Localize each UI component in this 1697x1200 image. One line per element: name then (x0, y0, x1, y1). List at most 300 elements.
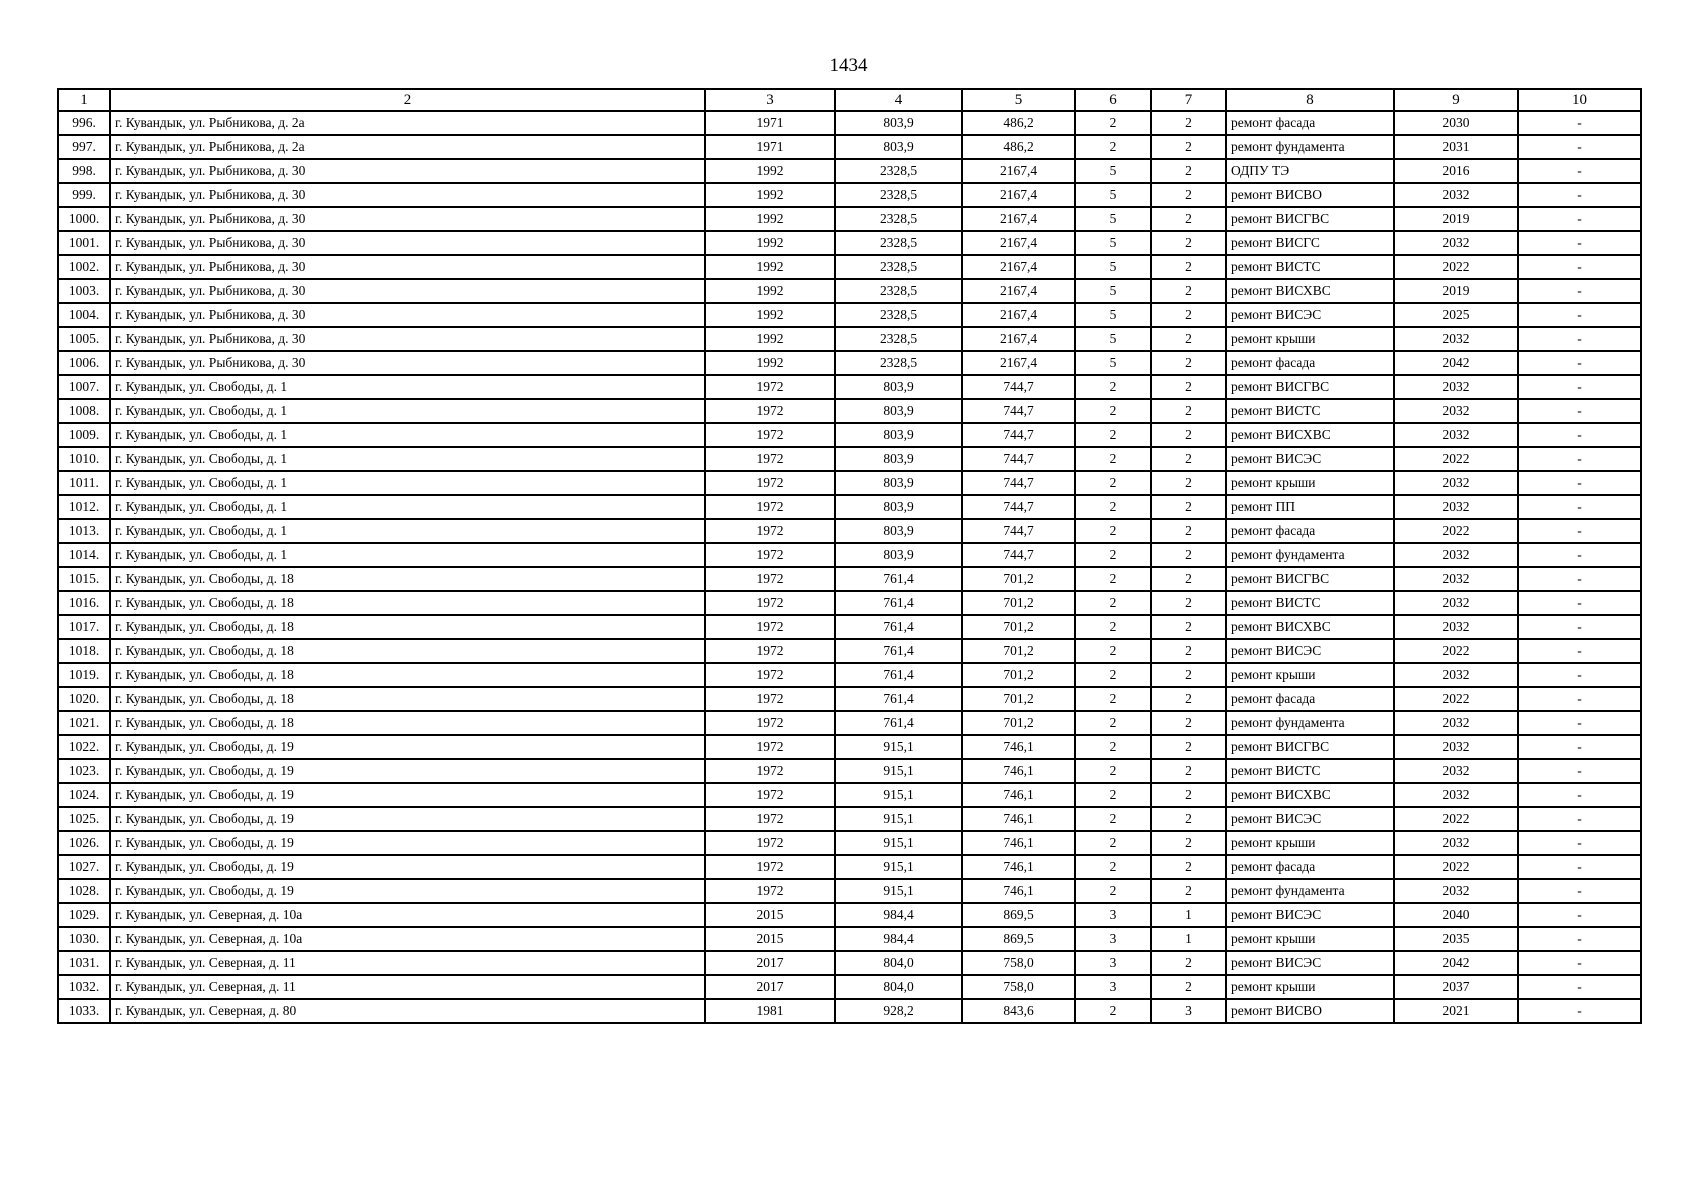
row-number-cell: 1028. (58, 879, 110, 903)
floors-cell: 2 (1075, 807, 1151, 831)
living-area-cell: 2167,4 (962, 351, 1075, 375)
construction-year-cell: 1972 (705, 687, 835, 711)
entrances-cell: 2 (1151, 783, 1226, 807)
table-row (58, 927, 1641, 951)
total-area-cell: 2328,5 (835, 279, 962, 303)
entrances-cell: 2 (1151, 111, 1226, 135)
living-area-cell: 744,7 (962, 375, 1075, 399)
living-area-cell: 2167,4 (962, 231, 1075, 255)
total-area-cell: 915,1 (835, 759, 962, 783)
row-number-cell: 1012. (58, 495, 110, 519)
floors-cell: 3 (1075, 975, 1151, 999)
entrances-cell: 3 (1151, 999, 1226, 1023)
table-row (58, 639, 1641, 663)
living-area-cell: 744,7 (962, 399, 1075, 423)
entrances-cell: 2 (1151, 447, 1226, 471)
living-area-cell: 744,7 (962, 423, 1075, 447)
construction-year-cell: 1981 (705, 999, 835, 1023)
address-cell: г. Кувандык, ул. Рыбникова, д. 30 (110, 327, 705, 351)
floors-cell: 2 (1075, 831, 1151, 855)
note-cell: - (1518, 519, 1641, 543)
planned-year-cell: 2022 (1394, 639, 1518, 663)
note-cell: - (1518, 159, 1641, 183)
entrances-cell: 2 (1151, 375, 1226, 399)
entrances-cell: 2 (1151, 327, 1226, 351)
note-cell: - (1518, 975, 1641, 999)
row-number-cell: 996. (58, 111, 110, 135)
floors-cell: 2 (1075, 663, 1151, 687)
total-area-cell: 803,9 (835, 399, 962, 423)
living-area-cell: 746,1 (962, 831, 1075, 855)
construction-year-cell: 1972 (705, 423, 835, 447)
address-cell: г. Кувандык, ул. Рыбникова, д. 30 (110, 231, 705, 255)
entrances-cell: 2 (1151, 663, 1226, 687)
row-number-cell: 997. (58, 135, 110, 159)
address-cell: г. Кувандык, ул. Северная, д. 10а (110, 927, 705, 951)
address-cell: г. Кувандык, ул. Свободы, д. 19 (110, 783, 705, 807)
row-number-cell: 1001. (58, 231, 110, 255)
row-number-cell: 1018. (58, 639, 110, 663)
work-type-cell: ремонт крыши (1226, 471, 1394, 495)
row-number-cell: 1011. (58, 471, 110, 495)
address-cell: г. Кувандык, ул. Свободы, д. 1 (110, 519, 705, 543)
construction-year-cell: 1972 (705, 543, 835, 567)
construction-year-cell: 2017 (705, 975, 835, 999)
total-area-cell: 803,9 (835, 495, 962, 519)
row-number-cell: 1032. (58, 975, 110, 999)
work-type-cell: ремонт ВИСХВС (1226, 783, 1394, 807)
construction-year-cell: 1972 (705, 471, 835, 495)
entrances-cell: 2 (1151, 639, 1226, 663)
table-row (58, 879, 1641, 903)
living-area-cell: 744,7 (962, 495, 1075, 519)
address-cell: г. Кувандык, ул. Свободы, д. 1 (110, 543, 705, 567)
living-area-cell: 746,1 (962, 759, 1075, 783)
row-number-cell: 1006. (58, 351, 110, 375)
address-cell: г. Кувандык, ул. Рыбникова, д. 30 (110, 303, 705, 327)
address-cell: г. Кувандык, ул. Свободы, д. 1 (110, 471, 705, 495)
row-number-cell: 1008. (58, 399, 110, 423)
work-type-cell: ремонт ВИСВО (1226, 183, 1394, 207)
entrances-cell: 2 (1151, 423, 1226, 447)
living-area-cell: 758,0 (962, 951, 1075, 975)
column-header-5: 5 (962, 89, 1075, 111)
row-number-cell: 1003. (58, 279, 110, 303)
entrances-cell: 2 (1151, 495, 1226, 519)
construction-year-cell: 1992 (705, 207, 835, 231)
row-number-cell: 1021. (58, 711, 110, 735)
total-area-cell: 803,9 (835, 375, 962, 399)
total-area-cell: 803,9 (835, 447, 962, 471)
column-header-6: 6 (1075, 89, 1151, 111)
total-area-cell: 2328,5 (835, 231, 962, 255)
work-type-cell: ремонт крыши (1226, 975, 1394, 999)
note-cell: - (1518, 951, 1641, 975)
address-cell: г. Кувандык, ул. Свободы, д. 18 (110, 639, 705, 663)
work-type-cell: ремонт фасада (1226, 855, 1394, 879)
entrances-cell: 2 (1151, 183, 1226, 207)
row-number-cell: 1027. (58, 855, 110, 879)
planned-year-cell: 2022 (1394, 855, 1518, 879)
total-area-cell: 803,9 (835, 111, 962, 135)
table-row (58, 519, 1641, 543)
table-row (58, 351, 1641, 375)
floors-cell: 5 (1075, 183, 1151, 207)
entrances-cell: 2 (1151, 735, 1226, 759)
floors-cell: 2 (1075, 111, 1151, 135)
table-body (58, 111, 1641, 1023)
address-cell: г. Кувандык, ул. Свободы, д. 19 (110, 879, 705, 903)
living-area-cell: 486,2 (962, 135, 1075, 159)
total-area-cell: 761,4 (835, 711, 962, 735)
row-number-cell: 1005. (58, 327, 110, 351)
row-number-cell: 998. (58, 159, 110, 183)
entrances-cell: 2 (1151, 159, 1226, 183)
work-type-cell: ремонт ВИСЭС (1226, 807, 1394, 831)
address-cell: г. Кувандык, ул. Рыбникова, д. 30 (110, 255, 705, 279)
note-cell: - (1518, 135, 1641, 159)
note-cell: - (1518, 111, 1641, 135)
address-cell: г. Кувандык, ул. Северная, д. 11 (110, 975, 705, 999)
note-cell: - (1518, 663, 1641, 687)
planned-year-cell: 2037 (1394, 975, 1518, 999)
total-area-cell: 2328,5 (835, 255, 962, 279)
row-number-cell: 1002. (58, 255, 110, 279)
total-area-cell: 761,4 (835, 663, 962, 687)
address-cell: г. Кувандык, ул. Свободы, д. 18 (110, 711, 705, 735)
living-area-cell: 701,2 (962, 591, 1075, 615)
living-area-cell: 701,2 (962, 687, 1075, 711)
planned-year-cell: 2032 (1394, 543, 1518, 567)
note-cell: - (1518, 783, 1641, 807)
work-type-cell: ремонт ВИСТС (1226, 255, 1394, 279)
floors-cell: 2 (1075, 735, 1151, 759)
construction-year-cell: 1992 (705, 159, 835, 183)
planned-year-cell: 2021 (1394, 999, 1518, 1023)
work-type-cell: ремонт ВИСТС (1226, 399, 1394, 423)
work-type-cell: ремонт фундамента (1226, 879, 1394, 903)
floors-cell: 2 (1075, 783, 1151, 807)
table-row (58, 207, 1641, 231)
address-cell: г. Кувандык, ул. Рыбникова, д. 30 (110, 207, 705, 231)
planned-year-cell: 2032 (1394, 879, 1518, 903)
planned-year-cell: 2022 (1394, 447, 1518, 471)
row-number-cell: 1030. (58, 927, 110, 951)
planned-year-cell: 2032 (1394, 567, 1518, 591)
construction-year-cell: 1972 (705, 855, 835, 879)
note-cell: - (1518, 711, 1641, 735)
entrances-cell: 2 (1151, 399, 1226, 423)
entrances-cell: 2 (1151, 879, 1226, 903)
table-row (58, 855, 1641, 879)
column-header-8: 8 (1226, 89, 1394, 111)
entrances-cell: 2 (1151, 855, 1226, 879)
construction-year-cell: 1972 (705, 639, 835, 663)
living-area-cell: 2167,4 (962, 303, 1075, 327)
planned-year-cell: 2032 (1394, 615, 1518, 639)
table-row (58, 951, 1641, 975)
total-area-cell: 2328,5 (835, 327, 962, 351)
construction-year-cell: 1972 (705, 759, 835, 783)
note-cell: - (1518, 351, 1641, 375)
note-cell: - (1518, 447, 1641, 471)
living-area-cell: 2167,4 (962, 255, 1075, 279)
table-row (58, 495, 1641, 519)
total-area-cell: 803,9 (835, 135, 962, 159)
work-type-cell: ОДПУ ТЭ (1226, 159, 1394, 183)
note-cell: - (1518, 279, 1641, 303)
row-number-cell: 1022. (58, 735, 110, 759)
floors-cell: 2 (1075, 615, 1151, 639)
header-row (58, 89, 1641, 111)
row-number-cell: 1017. (58, 615, 110, 639)
living-area-cell: 869,5 (962, 903, 1075, 927)
address-cell: г. Кувандык, ул. Рыбникова, д. 2а (110, 111, 705, 135)
floors-cell: 2 (1075, 519, 1151, 543)
total-area-cell: 2328,5 (835, 207, 962, 231)
total-area-cell: 804,0 (835, 975, 962, 999)
total-area-cell: 915,1 (835, 783, 962, 807)
table-row (58, 783, 1641, 807)
note-cell: - (1518, 231, 1641, 255)
floors-cell: 5 (1075, 351, 1151, 375)
floors-cell: 2 (1075, 591, 1151, 615)
note-cell: - (1518, 807, 1641, 831)
entrances-cell: 2 (1151, 255, 1226, 279)
work-type-cell: ремонт крыши (1226, 927, 1394, 951)
entrances-cell: 2 (1151, 207, 1226, 231)
total-area-cell: 915,1 (835, 807, 962, 831)
entrances-cell: 2 (1151, 615, 1226, 639)
work-type-cell: ремонт ВИСХВС (1226, 615, 1394, 639)
living-area-cell: 2167,4 (962, 183, 1075, 207)
address-cell: г. Кувандык, ул. Рыбникова, д. 30 (110, 159, 705, 183)
column-header-2: 2 (110, 89, 705, 111)
planned-year-cell: 2032 (1394, 231, 1518, 255)
work-type-cell: ремонт фундамента (1226, 543, 1394, 567)
note-cell: - (1518, 687, 1641, 711)
floors-cell: 2 (1075, 879, 1151, 903)
housing-repair-table (57, 88, 1642, 1024)
living-area-cell: 746,1 (962, 735, 1075, 759)
table-row (58, 999, 1641, 1023)
column-header-3: 3 (705, 89, 835, 111)
living-area-cell: 746,1 (962, 807, 1075, 831)
floors-cell: 3 (1075, 927, 1151, 951)
construction-year-cell: 1972 (705, 519, 835, 543)
work-type-cell: ремонт крыши (1226, 831, 1394, 855)
total-area-cell: 761,4 (835, 639, 962, 663)
work-type-cell: ремонт крыши (1226, 327, 1394, 351)
work-type-cell: ремонт ВИСВО (1226, 999, 1394, 1023)
planned-year-cell: 2035 (1394, 927, 1518, 951)
planned-year-cell: 2032 (1394, 783, 1518, 807)
living-area-cell: 486,2 (962, 111, 1075, 135)
address-cell: г. Кувандык, ул. Свободы, д. 19 (110, 807, 705, 831)
row-number-cell: 1024. (58, 783, 110, 807)
note-cell: - (1518, 543, 1641, 567)
row-number-cell: 1009. (58, 423, 110, 447)
floors-cell: 5 (1075, 159, 1151, 183)
floors-cell: 2 (1075, 447, 1151, 471)
entrances-cell: 1 (1151, 927, 1226, 951)
living-area-cell: 2167,4 (962, 159, 1075, 183)
table-row (58, 663, 1641, 687)
row-number-cell: 1016. (58, 591, 110, 615)
address-cell: г. Кувандык, ул. Северная, д. 10а (110, 903, 705, 927)
note-cell: - (1518, 255, 1641, 279)
address-cell: г. Кувандык, ул. Свободы, д. 19 (110, 735, 705, 759)
entrances-cell: 2 (1151, 519, 1226, 543)
address-cell: г. Кувандык, ул. Свободы, д. 19 (110, 831, 705, 855)
construction-year-cell: 1972 (705, 735, 835, 759)
note-cell: - (1518, 855, 1641, 879)
note-cell: - (1518, 399, 1641, 423)
living-area-cell: 2167,4 (962, 207, 1075, 231)
living-area-cell: 744,7 (962, 471, 1075, 495)
work-type-cell: ремонт фундамента (1226, 135, 1394, 159)
column-header-4: 4 (835, 89, 962, 111)
entrances-cell: 2 (1151, 975, 1226, 999)
planned-year-cell: 2032 (1394, 591, 1518, 615)
address-cell: г. Кувандык, ул. Рыбникова, д. 30 (110, 183, 705, 207)
living-area-cell: 869,5 (962, 927, 1075, 951)
living-area-cell: 746,1 (962, 783, 1075, 807)
work-type-cell: ремонт ВИСЭС (1226, 447, 1394, 471)
address-cell: г. Кувандык, ул. Свободы, д. 1 (110, 399, 705, 423)
construction-year-cell: 1972 (705, 399, 835, 423)
note-cell: - (1518, 879, 1641, 903)
note-cell: - (1518, 471, 1641, 495)
row-number-cell: 1029. (58, 903, 110, 927)
entrances-cell: 2 (1151, 711, 1226, 735)
address-cell: г. Кувандык, ул. Свободы, д. 19 (110, 759, 705, 783)
table-row (58, 135, 1641, 159)
planned-year-cell: 2019 (1394, 279, 1518, 303)
entrances-cell: 2 (1151, 807, 1226, 831)
note-cell: - (1518, 303, 1641, 327)
construction-year-cell: 1972 (705, 711, 835, 735)
table-row (58, 687, 1641, 711)
row-number-cell: 1007. (58, 375, 110, 399)
total-area-cell: 761,4 (835, 615, 962, 639)
planned-year-cell: 2030 (1394, 111, 1518, 135)
address-cell: г. Кувандык, ул. Свободы, д. 18 (110, 687, 705, 711)
living-area-cell: 744,7 (962, 447, 1075, 471)
planned-year-cell: 2025 (1394, 303, 1518, 327)
total-area-cell: 915,1 (835, 735, 962, 759)
total-area-cell: 761,4 (835, 591, 962, 615)
address-cell: г. Кувандык, ул. Свободы, д. 18 (110, 615, 705, 639)
living-area-cell: 758,0 (962, 975, 1075, 999)
note-cell: - (1518, 423, 1641, 447)
construction-year-cell: 1972 (705, 447, 835, 471)
living-area-cell: 701,2 (962, 663, 1075, 687)
total-area-cell: 804,0 (835, 951, 962, 975)
planned-year-cell: 2032 (1394, 327, 1518, 351)
work-type-cell: ремонт ВИСТС (1226, 591, 1394, 615)
address-cell: г. Кувандык, ул. Свободы, д. 19 (110, 855, 705, 879)
note-cell: - (1518, 639, 1641, 663)
total-area-cell: 984,4 (835, 903, 962, 927)
address-cell: г. Кувандык, ул. Свободы, д. 18 (110, 567, 705, 591)
floors-cell: 2 (1075, 543, 1151, 567)
column-header-7: 7 (1151, 89, 1226, 111)
total-area-cell: 915,1 (835, 879, 962, 903)
living-area-cell: 744,7 (962, 543, 1075, 567)
living-area-cell: 746,1 (962, 855, 1075, 879)
table-row (58, 543, 1641, 567)
table-row (58, 471, 1641, 495)
construction-year-cell: 1972 (705, 783, 835, 807)
construction-year-cell: 1972 (705, 375, 835, 399)
work-type-cell: ремонт ВИСХВС (1226, 279, 1394, 303)
table-row (58, 231, 1641, 255)
planned-year-cell: 2032 (1394, 711, 1518, 735)
table-row (58, 591, 1641, 615)
planned-year-cell: 2016 (1394, 159, 1518, 183)
total-area-cell: 803,9 (835, 543, 962, 567)
work-type-cell: ремонт крыши (1226, 663, 1394, 687)
work-type-cell: ремонт ВИСЭС (1226, 303, 1394, 327)
planned-year-cell: 2032 (1394, 663, 1518, 687)
floors-cell: 5 (1075, 255, 1151, 279)
construction-year-cell: 1971 (705, 111, 835, 135)
address-cell: г. Кувандык, ул. Рыбникова, д. 30 (110, 279, 705, 303)
planned-year-cell: 2022 (1394, 519, 1518, 543)
living-area-cell: 2167,4 (962, 279, 1075, 303)
total-area-cell: 761,4 (835, 567, 962, 591)
note-cell: - (1518, 615, 1641, 639)
note-cell: - (1518, 735, 1641, 759)
total-area-cell: 761,4 (835, 687, 962, 711)
work-type-cell: ремонт ВИСХВС (1226, 423, 1394, 447)
note-cell: - (1518, 831, 1641, 855)
table-row (58, 375, 1641, 399)
entrances-cell: 2 (1151, 135, 1226, 159)
table-row (58, 327, 1641, 351)
table-row (58, 399, 1641, 423)
address-cell: г. Кувандык, ул. Северная, д. 11 (110, 951, 705, 975)
construction-year-cell: 1972 (705, 567, 835, 591)
row-number-cell: 1026. (58, 831, 110, 855)
living-area-cell: 701,2 (962, 567, 1075, 591)
address-cell: г. Кувандык, ул. Свободы, д. 1 (110, 423, 705, 447)
work-type-cell: ремонт ВИСЭС (1226, 639, 1394, 663)
construction-year-cell: 1971 (705, 135, 835, 159)
row-number-cell: 1025. (58, 807, 110, 831)
row-number-cell: 1013. (58, 519, 110, 543)
floors-cell: 2 (1075, 423, 1151, 447)
floors-cell: 2 (1075, 999, 1151, 1023)
construction-year-cell: 1992 (705, 327, 835, 351)
note-cell: - (1518, 183, 1641, 207)
planned-year-cell: 2031 (1394, 135, 1518, 159)
planned-year-cell: 2022 (1394, 807, 1518, 831)
address-cell: г. Кувандык, ул. Северная, д. 80 (110, 999, 705, 1023)
table-row (58, 303, 1641, 327)
table-row (58, 447, 1641, 471)
planned-year-cell: 2042 (1394, 351, 1518, 375)
total-area-cell: 803,9 (835, 471, 962, 495)
construction-year-cell: 1992 (705, 255, 835, 279)
construction-year-cell: 1992 (705, 231, 835, 255)
work-type-cell: ремонт ВИСЭС (1226, 951, 1394, 975)
floors-cell: 3 (1075, 903, 1151, 927)
table-row (58, 423, 1641, 447)
column-header-10: 10 (1518, 89, 1641, 111)
table-row (58, 567, 1641, 591)
